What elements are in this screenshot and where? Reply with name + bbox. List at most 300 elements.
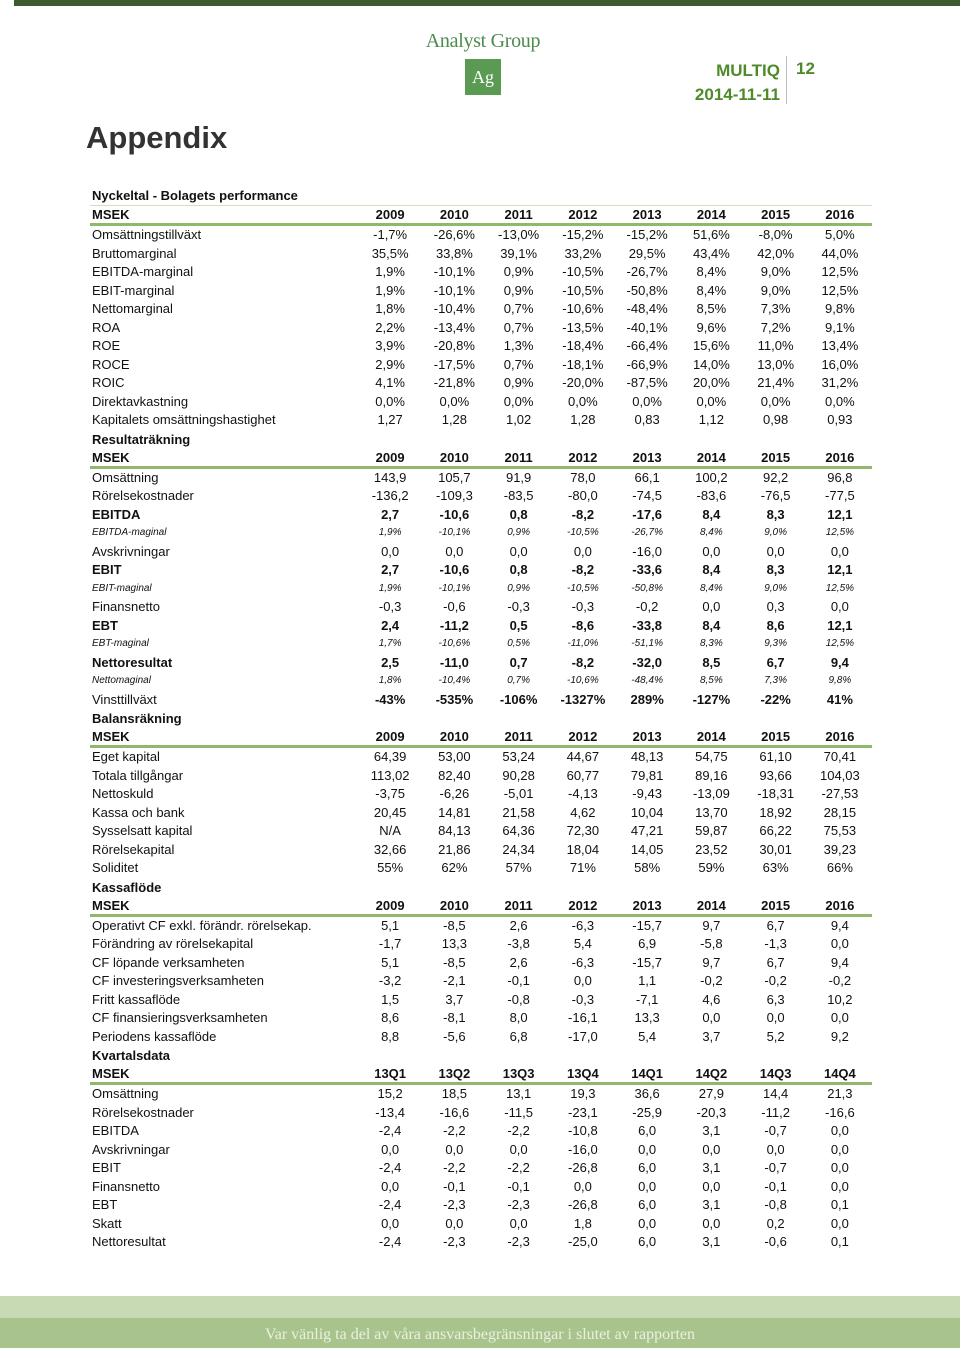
- cell-value: -48,4%: [631, 675, 663, 686]
- table-row: [90, 841, 872, 860]
- cell-value: 9,0%: [760, 282, 791, 298]
- cell-value: 1,8%: [378, 675, 402, 686]
- table-row: [90, 617, 872, 636]
- cell-value: 53,00: [438, 749, 471, 764]
- section-title: Nyckeltal - Bolagets performance: [92, 188, 298, 203]
- cell-value: -7,1: [635, 991, 659, 1007]
- cell-value: -11,2: [761, 1104, 790, 1120]
- cell-value: 0,0: [766, 1010, 785, 1025]
- cell-value: 6,0: [638, 1160, 657, 1175]
- page-number: 12: [796, 59, 815, 78]
- cell-value: -10,5%: [562, 282, 604, 298]
- period-header: 13Q2: [422, 1065, 486, 1084]
- cell-value: 18,5: [441, 1086, 468, 1101]
- period-header: 2014: [679, 897, 743, 916]
- cell-value: 0,93: [827, 412, 853, 427]
- cell-value: -8,1: [443, 1010, 466, 1025]
- row-label: Direktavkastning: [92, 393, 189, 409]
- cell-value: 3,7: [445, 991, 464, 1007]
- cell-value: 57%: [505, 860, 532, 875]
- cell-value: 0,0: [830, 1141, 849, 1157]
- cell-value: -15,2%: [626, 227, 668, 242]
- cell-value: 1,27: [377, 412, 403, 427]
- cell-value: -80,0: [568, 488, 598, 503]
- cell-value: -10,1%: [433, 282, 475, 298]
- cell-value: -0,2: [635, 599, 659, 614]
- cell-value: 5,2: [766, 1028, 785, 1044]
- cell-value: 6,0: [638, 1234, 657, 1249]
- cell-value: 0,5: [509, 617, 528, 633]
- cell-value: 29,5%: [628, 245, 666, 261]
- row-label: Operativt CF exkl. förändr. rörelsekap.: [92, 917, 312, 933]
- cell-value: 8,4: [702, 506, 721, 522]
- table-row: [90, 319, 872, 338]
- cell-value: -0,8: [507, 991, 530, 1007]
- row-label: EBIT-maginal: [92, 582, 152, 594]
- cell-value: 21,3: [827, 1086, 853, 1101]
- cell-value: -2,4: [378, 1160, 402, 1175]
- cell-value: 0,1: [830, 1234, 849, 1249]
- cell-value: 1,1: [638, 973, 657, 988]
- cell-value: 8,5: [702, 654, 721, 670]
- row-label: CF investeringsverksamheten: [92, 973, 264, 988]
- cell-value: 4,1%: [375, 375, 405, 390]
- cell-value: -10,6%: [438, 638, 471, 649]
- cell-value: 12,1: [827, 617, 853, 633]
- cell-value: 5,1: [381, 954, 400, 970]
- cell-value: 14,05: [630, 841, 664, 857]
- cell-value: 0,0: [509, 1141, 528, 1157]
- cell-value: 12,5%: [821, 282, 859, 298]
- cell-value: -83,5: [503, 488, 534, 503]
- table-row: [90, 524, 872, 543]
- row-label: EBITDA: [92, 506, 141, 522]
- period-header: 2012: [551, 206, 615, 225]
- cell-value: 3,1: [702, 1197, 721, 1212]
- cell-value: 12,5%: [825, 582, 855, 594]
- data-table: [90, 728, 872, 878]
- cell-value: 15,2: [377, 1086, 403, 1101]
- cell-value: 16,0%: [821, 356, 859, 372]
- cell-value: -21,8%: [433, 375, 475, 390]
- period-header: 2015: [744, 897, 808, 916]
- cell-value: -10,5%: [567, 582, 599, 594]
- cell-value: -0,3: [571, 991, 595, 1007]
- cell-value: -0,7: [764, 1160, 787, 1175]
- cell-value: 5,4: [573, 936, 592, 951]
- row-label: EBITDA-maginal: [92, 527, 167, 538]
- cell-value: 51,6%: [692, 227, 730, 242]
- cell-value: -18,31: [757, 786, 795, 801]
- header-divider: [786, 56, 787, 104]
- table-header-row: [90, 206, 872, 225]
- cell-value: 5,4: [638, 1028, 657, 1044]
- cell-value: -2,2: [443, 1123, 466, 1138]
- cell-value: 100,2: [695, 469, 728, 485]
- table-row: [90, 972, 872, 991]
- cell-value: -17,0: [568, 1028, 598, 1044]
- cell-value: 0,0: [445, 1215, 464, 1231]
- row-label: Nettoskuld: [92, 786, 154, 801]
- cell-value: 18,04: [566, 841, 600, 857]
- cell-value: 0,9%: [503, 264, 534, 279]
- cell-value: 21,4%: [757, 375, 795, 390]
- footer-disclaimer: Var vänlig ta del av våra ansvarsbegränsningar i slutet av rapporten: [264, 1326, 696, 1343]
- cell-value: -0,6: [443, 599, 466, 614]
- period-header: 14Q4: [808, 1065, 872, 1084]
- period-header: 2016: [808, 728, 872, 747]
- table-row: [90, 300, 872, 319]
- section-title: Resultaträkning: [92, 431, 191, 447]
- cell-value: -16,6: [825, 1104, 855, 1120]
- cell-value: -25,9: [632, 1104, 662, 1120]
- cell-value: 7,2%: [760, 319, 791, 335]
- cell-value: 31,2%: [821, 375, 859, 390]
- cell-value: 0,7%: [503, 319, 534, 335]
- data-table: [90, 205, 872, 430]
- cell-value: -3,2: [378, 973, 402, 988]
- cell-value: 1,28: [441, 412, 468, 427]
- cell-value: 8,5%: [699, 675, 723, 686]
- table-row: [90, 1233, 872, 1252]
- cell-value: 9,0%: [764, 582, 788, 594]
- cell-value: -5,8: [700, 936, 723, 951]
- cell-value: -22%: [760, 691, 791, 707]
- cell-value: 3,1: [702, 1234, 721, 1249]
- table-row: [90, 1104, 872, 1123]
- cell-value: 1,3%: [503, 338, 534, 353]
- cell-value: 8,4: [702, 562, 721, 577]
- cell-value: 13,3: [441, 936, 468, 951]
- period-header: 2016: [808, 206, 872, 225]
- cell-value: 18,92: [759, 804, 792, 820]
- cell-value: 43,4%: [692, 245, 730, 261]
- period-header: 2013: [615, 897, 679, 916]
- cell-value: -87,5%: [626, 375, 668, 390]
- cell-value: 3,1: [702, 1160, 721, 1175]
- cell-value: 0,0: [573, 1178, 592, 1194]
- cell-value: 0,0: [381, 1215, 400, 1231]
- cell-value: -26,8: [568, 1197, 598, 1212]
- cell-value: 5,1: [381, 917, 400, 933]
- cell-value: 1,9%: [375, 282, 405, 298]
- cell-value: -11,2: [439, 617, 469, 633]
- cell-value: 91,9: [505, 469, 532, 485]
- cell-value: -136,2: [371, 488, 409, 503]
- cell-value: 0,0: [830, 599, 849, 614]
- cell-value: 7,3%: [760, 301, 791, 316]
- table-header-row: [90, 1065, 872, 1084]
- cell-value: 36,6: [634, 1086, 660, 1101]
- cell-value: -10,6: [439, 562, 470, 577]
- cell-value: -8,6: [571, 617, 595, 633]
- row-label: Omsättning: [92, 1086, 159, 1101]
- cell-value: -76,5: [760, 488, 791, 503]
- cell-value: -5,01: [503, 786, 534, 801]
- cell-value: -26,6%: [433, 227, 475, 242]
- table-row: [90, 225, 872, 245]
- financial-tables: [90, 186, 872, 1252]
- cell-value: -0,1: [443, 1178, 466, 1194]
- cell-value: -15,7: [632, 917, 662, 933]
- cell-value: -0,7: [764, 1123, 787, 1138]
- table-row: [90, 1196, 872, 1215]
- period-header: 2011: [487, 206, 551, 225]
- cell-value: 79,81: [630, 767, 664, 783]
- cell-value: -17,5%: [433, 356, 475, 372]
- cell-value: 12,1: [827, 562, 853, 577]
- cell-value: -10,4%: [438, 675, 471, 686]
- table-row: [90, 411, 872, 430]
- cell-value: 2,4: [381, 617, 400, 633]
- cell-value: 0,0: [830, 936, 849, 951]
- cell-value: 0,0: [638, 1178, 657, 1194]
- row-label: Nettoresultat: [92, 1234, 166, 1249]
- cell-value: -16,0: [632, 543, 662, 559]
- cell-value: 21,86: [438, 841, 471, 857]
- cell-value: -43%: [374, 691, 406, 707]
- table-header-row: [90, 897, 872, 916]
- table-row: [90, 598, 872, 617]
- cell-value: -10,6: [439, 506, 470, 522]
- cell-value: 14,0%: [692, 356, 730, 372]
- cell-value: 1,7%: [378, 638, 402, 649]
- cell-value: 8,6: [766, 617, 785, 633]
- cell-value: -2,4: [378, 1123, 402, 1138]
- cell-value: 2,6: [509, 954, 528, 970]
- cell-value: 0,0: [702, 599, 721, 614]
- cell-value: -2,2: [507, 1123, 530, 1138]
- cell-value: 8,4%: [699, 527, 723, 538]
- cell-value: -8,5: [443, 954, 466, 970]
- table-row: [90, 245, 872, 264]
- cell-value: 63%: [762, 860, 789, 875]
- cell-value: -8,2: [571, 562, 595, 577]
- cell-value: 0,0%: [632, 393, 662, 409]
- cell-value: -20,8%: [433, 338, 475, 353]
- row-label: Avskrivningar: [92, 543, 170, 559]
- cell-value: 0,0%: [439, 393, 470, 409]
- cell-value: 0,0%: [760, 393, 791, 409]
- cell-value: 1,9%: [375, 264, 405, 279]
- period-header: 13Q3: [487, 1065, 551, 1084]
- cell-value: -1,7: [378, 936, 402, 951]
- row-label: Sysselsatt kapital: [92, 823, 193, 838]
- row-label: Finansnetto: [92, 1178, 160, 1194]
- cell-value: 35,5%: [371, 245, 409, 261]
- cell-value: -66,9%: [626, 356, 668, 372]
- cell-value: 0,0: [830, 1123, 849, 1138]
- cell-value: -13,4%: [433, 319, 475, 335]
- cell-value: 9,7: [702, 954, 721, 970]
- cell-value: 0,0: [573, 543, 592, 559]
- table-row: [90, 282, 872, 301]
- cell-value: 0,0%: [825, 393, 855, 409]
- period-header: 14Q2: [679, 1065, 743, 1084]
- cell-value: -5,6: [443, 1028, 466, 1044]
- cell-value: 9,8%: [828, 675, 852, 686]
- cell-value: -1327%: [560, 691, 606, 707]
- cell-value: 12,5%: [821, 264, 859, 279]
- period-header: 2016: [808, 897, 872, 916]
- cell-value: -0,1: [507, 1178, 530, 1194]
- cell-value: 78,0: [570, 469, 596, 485]
- table-row: [90, 954, 872, 973]
- cell-value: 33,8%: [435, 245, 473, 261]
- cell-value: 1,9%: [378, 582, 402, 594]
- table-row: [90, 543, 872, 562]
- cell-value: -2,2: [443, 1160, 466, 1175]
- cell-value: 0,9%: [507, 582, 531, 594]
- cell-value: -13,09: [692, 786, 730, 801]
- cell-value: 9,4: [830, 954, 849, 970]
- cell-value: 84,13: [438, 823, 471, 838]
- cell-value: -0,6: [764, 1234, 787, 1249]
- cell-value: -18,1%: [562, 356, 604, 372]
- cell-value: -10,8: [568, 1123, 598, 1138]
- row-label: Rörelsekapital: [92, 841, 175, 857]
- cell-value: -11,0: [439, 654, 469, 670]
- table-row: [90, 561, 872, 580]
- cell-value: -16,0: [568, 1141, 598, 1157]
- cell-value: 14,4: [762, 1086, 789, 1101]
- row-label: ROIC: [92, 375, 125, 390]
- cell-value: 0,0: [573, 973, 592, 988]
- row-label: EBT: [92, 1197, 118, 1212]
- cell-value: 6,0: [638, 1123, 657, 1138]
- table-row: [90, 822, 872, 841]
- cell-value: 2,7: [381, 562, 400, 577]
- cell-value: 13,70: [695, 804, 728, 820]
- cell-value: 0,9%: [503, 375, 534, 390]
- period-header: 2009: [358, 728, 422, 747]
- period-header: 2015: [744, 449, 808, 468]
- cell-value: -17,6: [632, 506, 662, 522]
- table-row: [90, 635, 872, 654]
- cell-value: 0,7: [509, 654, 528, 670]
- cell-value: -18,4%: [562, 338, 604, 353]
- section-title: Kassaflöde: [92, 879, 162, 895]
- cell-value: 0,0: [830, 1178, 849, 1194]
- cell-value: 89,16: [695, 767, 728, 783]
- table-row: [90, 337, 872, 356]
- cell-value: 9,3%: [764, 638, 788, 649]
- cell-value: 113,02: [370, 767, 410, 783]
- row-label: Periodens kassaflöde: [92, 1028, 217, 1044]
- table-row: [90, 374, 872, 393]
- cell-value: 8,3: [766, 506, 785, 522]
- cell-value: -109,3: [435, 488, 473, 503]
- cell-value: 20,0%: [692, 375, 730, 390]
- cell-value: 61,10: [759, 749, 792, 764]
- cell-value: 0,0: [381, 1141, 400, 1157]
- cell-value: -6,3: [571, 954, 595, 970]
- cell-value: 0,0%: [503, 393, 534, 409]
- row-label: Rörelsekostnader: [92, 488, 194, 503]
- cell-value: -1,7%: [373, 227, 408, 242]
- cell-value: 0,0: [766, 543, 785, 559]
- table-row: [90, 467, 872, 487]
- period-header: 2010: [422, 449, 486, 468]
- period-header: 2015: [744, 728, 808, 747]
- cell-value: 27,9: [698, 1086, 725, 1101]
- period-header: 2012: [551, 897, 615, 916]
- cell-value: -33,6: [632, 562, 662, 577]
- cell-value: 0,9%: [507, 527, 531, 538]
- row-label: ROE: [92, 338, 121, 353]
- cell-value: 0,0: [381, 543, 400, 559]
- period-header: 13Q4: [551, 1065, 615, 1084]
- cell-value: 0,0: [702, 1178, 721, 1194]
- cell-value: 9,4: [830, 917, 849, 933]
- cell-value: 20,45: [373, 804, 407, 820]
- cell-value: 10,2: [827, 991, 853, 1007]
- table-row: [90, 1028, 872, 1047]
- cell-value: -13,5%: [562, 319, 604, 335]
- cell-value: -10,6%: [562, 301, 604, 316]
- row-label: Totala tillgångar: [92, 767, 184, 783]
- cell-value: -16,1: [568, 1010, 598, 1025]
- report-header: [695, 59, 780, 107]
- period-header: 2012: [551, 449, 615, 468]
- cell-value: -0,3: [571, 599, 595, 614]
- cell-value: -10,1%: [438, 582, 471, 594]
- cell-value: 0,8: [509, 562, 528, 577]
- cell-value: 1,12: [698, 412, 725, 427]
- cell-value: 6,7: [766, 654, 785, 670]
- row-label: Eget kapital: [92, 749, 160, 764]
- cell-value: 0,0: [766, 1141, 785, 1157]
- period-header: 2009: [358, 449, 422, 468]
- row-label: EBIT-marginal: [92, 282, 175, 298]
- cell-value: 0,0: [638, 1141, 657, 1157]
- cell-value: -10,5%: [567, 527, 599, 538]
- cell-value: -27,53: [821, 786, 859, 801]
- row-label: EBT: [92, 617, 118, 633]
- row-label: Vinsttillväxt: [92, 691, 157, 707]
- cell-value: -25,0: [568, 1234, 598, 1249]
- cell-value: 90,28: [502, 767, 535, 783]
- row-label: EBT-maginal: [92, 638, 149, 649]
- cell-value: -20,3: [696, 1104, 727, 1120]
- cell-value: 0,7%: [503, 356, 534, 372]
- row-label: EBIT: [92, 562, 122, 577]
- cell-value: 47,21: [630, 823, 664, 838]
- cell-value: 66,22: [759, 823, 792, 838]
- cell-value: 59,87: [695, 823, 728, 838]
- cell-value: -15,7: [632, 954, 662, 970]
- unit-header: MSEK: [90, 206, 358, 225]
- cell-value: 53,24: [502, 749, 535, 764]
- cell-value: -13,0%: [498, 227, 540, 242]
- cell-value: 0,0%: [375, 393, 405, 409]
- cell-value: 3,9%: [375, 338, 405, 353]
- table-row: [90, 487, 872, 506]
- table-row: [90, 672, 872, 691]
- cell-value: -127%: [692, 691, 731, 707]
- cell-value: 19,3: [570, 1086, 596, 1101]
- cell-value: 12,1: [827, 506, 853, 522]
- cell-value: 4,62: [570, 804, 596, 820]
- cell-value: 13,3: [634, 1010, 660, 1025]
- row-label: Nettoresultat: [92, 654, 173, 670]
- cell-value: 66,1: [634, 469, 660, 485]
- cell-value: 9,2: [830, 1028, 849, 1044]
- cell-value: 66%: [826, 860, 853, 875]
- row-label: Omsättning: [92, 469, 159, 485]
- cell-value: -2,3: [507, 1234, 530, 1249]
- cell-value: -0,2: [700, 973, 723, 988]
